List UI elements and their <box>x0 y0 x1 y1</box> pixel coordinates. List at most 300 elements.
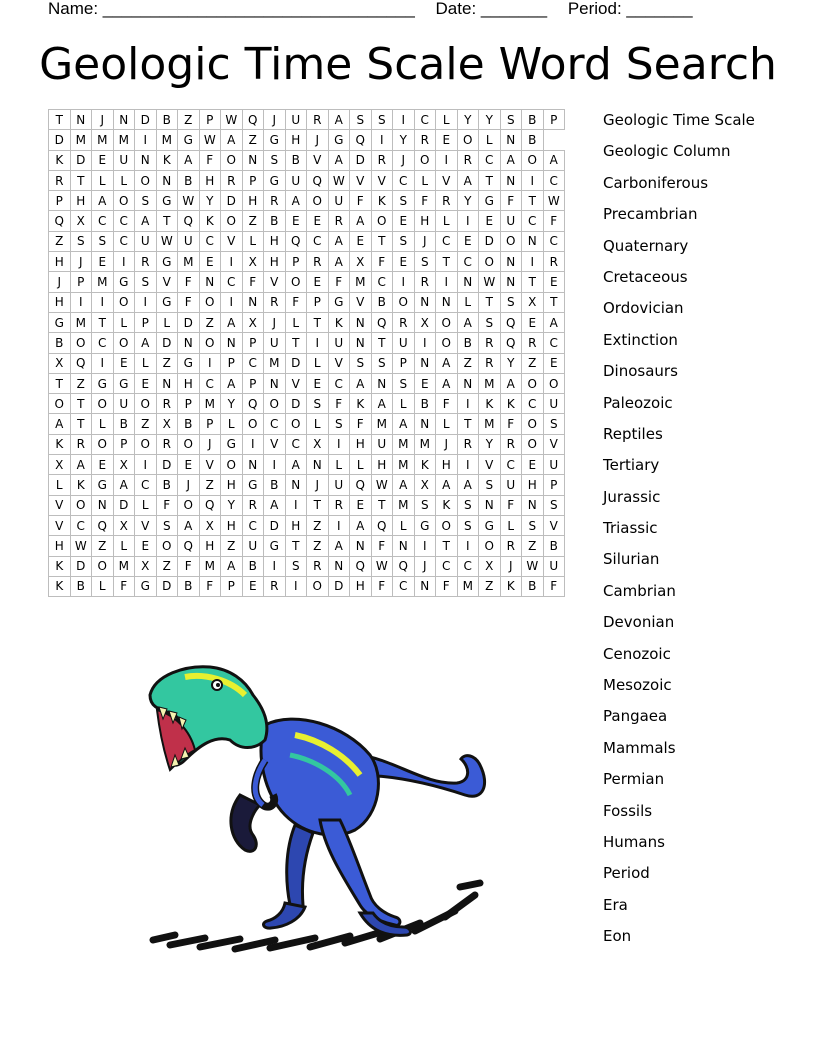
grid-cell: P <box>135 312 157 332</box>
grid-cell: S <box>457 515 479 535</box>
grid-cell: Q <box>49 211 71 231</box>
grid-cell: L <box>500 515 522 535</box>
grid-cell: R <box>264 191 286 211</box>
grid-cell: E <box>414 373 436 393</box>
grid-cell: T <box>479 292 501 312</box>
grid-cell: O <box>49 394 71 414</box>
grid-cell: C <box>70 515 92 535</box>
dino-leg-2 <box>287 825 313 911</box>
grid-cell: H <box>70 191 92 211</box>
grid-cell: A <box>457 170 479 190</box>
grid-cell: H <box>242 191 264 211</box>
grid-cell: A <box>221 312 243 332</box>
grid-cell: L <box>92 170 114 190</box>
grid-cell: H <box>264 252 286 272</box>
grid-cell: P <box>113 434 135 454</box>
grid-cell: M <box>479 373 501 393</box>
grid-cell: Q <box>350 556 372 576</box>
grid-cell: N <box>479 495 501 515</box>
grid-cell: S <box>543 414 565 434</box>
grid-cell: H <box>221 475 243 495</box>
grid-cell: Z <box>156 353 178 373</box>
grid-cell: O <box>221 211 243 231</box>
grid-cell: O <box>113 292 135 312</box>
grid-cell: P <box>307 292 329 312</box>
grid-cell: B <box>242 556 264 576</box>
grid-cell: K <box>371 191 393 211</box>
grid-cell: R <box>457 150 479 170</box>
grid-cell: M <box>371 414 393 434</box>
grid-cell: C <box>543 170 565 190</box>
grid-cell: R <box>414 130 436 150</box>
grid-cell: U <box>113 150 135 170</box>
grid-cell: Z <box>457 353 479 373</box>
grid-cell: W <box>371 475 393 495</box>
grid-cell: H <box>414 211 436 231</box>
grid-cell: A <box>436 475 458 495</box>
grid-cell: N <box>242 150 264 170</box>
grid-cell: N <box>350 312 372 332</box>
grid-cell: L <box>113 170 135 190</box>
grid-row <box>49 150 565 170</box>
grid-cell: Y <box>221 495 243 515</box>
grid-cell: A <box>49 414 71 434</box>
grid-cell: L <box>285 312 307 332</box>
grid-cell: O <box>113 191 135 211</box>
word-list-item: Cretaceous <box>603 267 688 286</box>
grid-cell: F <box>178 292 200 312</box>
ground-shadow <box>153 883 480 949</box>
grid-cell: R <box>221 170 243 190</box>
grid-cell: A <box>285 191 307 211</box>
grid-cell: E <box>457 231 479 251</box>
grid-cell: E <box>135 373 157 393</box>
grid-cell: Q <box>371 515 393 535</box>
grid-cell: M <box>264 353 286 373</box>
grid-cell: A <box>328 231 350 251</box>
grid-cell: Q <box>242 394 264 414</box>
grid-cell: S <box>135 191 157 211</box>
grid-cell: C <box>92 333 114 353</box>
grid-cell: N <box>242 292 264 312</box>
grid-cell: O <box>156 536 178 556</box>
grid-cell: H <box>49 252 71 272</box>
grid-cell: N <box>307 455 329 475</box>
grid-cell: P <box>285 252 307 272</box>
grid-cell: X <box>479 556 501 576</box>
grid-cell: O <box>70 333 92 353</box>
grid-cell: Q <box>178 536 200 556</box>
grid-cell: M <box>92 130 114 150</box>
grid-cell: H <box>264 231 286 251</box>
grid-cell: K <box>436 495 458 515</box>
grid-cell: F <box>199 576 221 596</box>
grid-row <box>49 556 565 576</box>
grid-cell: D <box>156 576 178 596</box>
grid-cell: O <box>479 252 501 272</box>
grid-cell: H <box>436 455 458 475</box>
grid-cell: A <box>221 373 243 393</box>
grid-cell: Y <box>221 394 243 414</box>
grid-cell: V <box>221 231 243 251</box>
word-list-item: Jurassic <box>603 487 661 506</box>
grid-cell: E <box>543 353 565 373</box>
grid-cell: K <box>479 394 501 414</box>
grid-cell: Z <box>221 536 243 556</box>
grid-cell: T <box>371 231 393 251</box>
grid-cell: C <box>479 150 501 170</box>
grid-cell: E <box>307 211 329 231</box>
grid-cell: T <box>479 170 501 190</box>
grid-cell: S <box>285 556 307 576</box>
grid-cell: I <box>135 455 157 475</box>
grid-cell: G <box>328 130 350 150</box>
grid-cell: O <box>70 495 92 515</box>
grid-cell: A <box>92 191 114 211</box>
grid-cell: F <box>285 292 307 312</box>
grid-cell: F <box>436 576 458 596</box>
grid-cell: R <box>328 495 350 515</box>
grid-cell: C <box>543 333 565 353</box>
grid-cell: T <box>92 312 114 332</box>
grid-cell: P <box>221 353 243 373</box>
grid-cell: R <box>307 252 329 272</box>
grid-cell: O <box>457 130 479 150</box>
grid-cell: I <box>285 576 307 596</box>
grid-cell: N <box>436 292 458 312</box>
grid-cell: T <box>436 536 458 556</box>
grid-cell: N <box>371 373 393 393</box>
grid-cell: R <box>393 312 415 332</box>
grid-cell: D <box>285 394 307 414</box>
grid-cell: K <box>350 394 372 414</box>
grid-cell: P <box>242 373 264 393</box>
name-field: Name: _________________________________ <box>48 0 415 18</box>
grid-row <box>49 272 565 292</box>
grid-cell: A <box>350 373 372 393</box>
grid-cell: R <box>156 434 178 454</box>
grid-cell: A <box>393 475 415 495</box>
grid-cell: F <box>543 211 565 231</box>
grid-cell: E <box>285 211 307 231</box>
grid-cell: Z <box>522 353 544 373</box>
grid-cell: D <box>70 556 92 576</box>
grid-cell: O <box>242 414 264 434</box>
grid-cell: U <box>328 333 350 353</box>
grid-cell: R <box>371 150 393 170</box>
grid-cell: T <box>436 252 458 272</box>
grid-cell: T <box>307 312 329 332</box>
grid-cell: M <box>113 556 135 576</box>
grid-cell: A <box>350 515 372 535</box>
grid-cell: N <box>522 495 544 515</box>
grid-cell: J <box>92 110 114 130</box>
grid-cell: X <box>49 353 71 373</box>
grid-cell: N <box>285 475 307 495</box>
grid-cell: M <box>393 434 415 454</box>
grid-cell: P <box>543 475 565 495</box>
grid-cell: O <box>264 394 286 414</box>
grid-cell: T <box>70 170 92 190</box>
word-list-item: Humans <box>603 832 665 851</box>
grid-cell: G <box>156 252 178 272</box>
grid-cell: L <box>307 353 329 373</box>
grid-cell: T <box>49 110 71 130</box>
grid-cell: O <box>436 333 458 353</box>
grid-cell: Y <box>457 191 479 211</box>
grid-cell: E <box>307 272 329 292</box>
grid-cell: C <box>113 231 135 251</box>
grid-cell: C <box>457 556 479 576</box>
grid-cell: Y <box>479 434 501 454</box>
word-list-item: Era <box>603 895 628 914</box>
grid-cell: D <box>156 333 178 353</box>
grid-cell: Q <box>307 170 329 190</box>
grid-cell: X <box>242 312 264 332</box>
grid-cell: J <box>414 556 436 576</box>
grid-cell: B <box>414 394 436 414</box>
grid-cell: N <box>242 455 264 475</box>
grid-cell: O <box>522 414 544 434</box>
grid-cell: E <box>350 495 372 515</box>
grid-cell: C <box>264 414 286 434</box>
grid-cell: N <box>156 170 178 190</box>
grid-cell: I <box>70 292 92 312</box>
grid-cell: X <box>242 252 264 272</box>
grid-cell: D <box>264 515 286 535</box>
grid-cell: G <box>328 292 350 312</box>
grid-cell: I <box>457 394 479 414</box>
grid-cell: I <box>522 252 544 272</box>
grid-cell: T <box>543 292 565 312</box>
grid-cell: G <box>479 515 501 535</box>
word-list-item: Carboniferous <box>603 173 709 192</box>
grid-cell: I <box>113 252 135 272</box>
grid-cell: B <box>371 292 393 312</box>
grid-cell: P <box>199 414 221 434</box>
grid-cell: A <box>221 556 243 576</box>
grid-cell: P <box>242 170 264 190</box>
grid-cell: A <box>436 353 458 373</box>
grid-cell: P <box>199 110 221 130</box>
grid-cell: O <box>307 191 329 211</box>
grid-cell: W <box>156 231 178 251</box>
grid-cell: O <box>135 170 157 190</box>
grid-cell: A <box>113 475 135 495</box>
grid-cell: F <box>436 394 458 414</box>
grid-cell: J <box>264 110 286 130</box>
grid-cell: Y <box>500 353 522 373</box>
grid-cell: L <box>49 475 71 495</box>
grid-cell: L <box>113 536 135 556</box>
dino-front-leg <box>320 820 400 925</box>
grid-cell: V <box>135 515 157 535</box>
grid-cell: B <box>113 414 135 434</box>
grid-cell: Y <box>457 110 479 130</box>
grid-cell: U <box>543 455 565 475</box>
grid-cell: P <box>49 191 71 211</box>
grid-cell: E <box>522 312 544 332</box>
grid-cell: I <box>199 353 221 373</box>
grid-cell: U <box>178 231 200 251</box>
grid-cell: I <box>221 292 243 312</box>
grid-cell: A <box>178 150 200 170</box>
grid-cell: I <box>92 292 114 312</box>
grid-cell: O <box>522 434 544 454</box>
grid-cell: F <box>500 191 522 211</box>
word-list <box>603 108 755 956</box>
grid-cell: W <box>328 170 350 190</box>
grid-cell: Z <box>479 576 501 596</box>
grid-cell: B <box>522 110 544 130</box>
grid-cell: V <box>543 515 565 535</box>
grid-cell: F <box>543 576 565 596</box>
grid-cell: C <box>199 231 221 251</box>
grid-cell: S <box>70 231 92 251</box>
grid-cell: E <box>242 576 264 596</box>
grid-cell: X <box>414 312 436 332</box>
grid-cell: H <box>199 170 221 190</box>
grid-cell: L <box>393 394 415 414</box>
grid-cell: A <box>135 211 157 231</box>
grid-cell: M <box>457 576 479 596</box>
grid-cell: S <box>414 495 436 515</box>
grid-cell: X <box>113 515 135 535</box>
grid-cell: B <box>264 475 286 495</box>
grid-cell: V <box>479 455 501 475</box>
grid-cell: J <box>199 434 221 454</box>
grid-cell: D <box>156 455 178 475</box>
word-list-item: Pangaea <box>603 707 668 726</box>
grid-cell: X <box>414 475 436 495</box>
grid-cell: G <box>135 576 157 596</box>
grid-cell: Y <box>479 110 501 130</box>
grid-cell: K <box>49 576 71 596</box>
grid-cell: F <box>371 252 393 272</box>
grid-cell: N <box>414 353 436 373</box>
grid-cell: T <box>156 211 178 231</box>
grid-cell: W <box>178 191 200 211</box>
grid-cell: F <box>371 536 393 556</box>
grid-cell: G <box>92 373 114 393</box>
grid-row <box>49 110 565 130</box>
grid-row <box>49 191 565 211</box>
grid-cell: V <box>285 373 307 393</box>
grid-cell: B <box>156 110 178 130</box>
grid-cell: N <box>414 576 436 596</box>
grid-cell: F <box>328 394 350 414</box>
grid-cell: E <box>522 455 544 475</box>
grid-cell: D <box>285 353 307 373</box>
grid-cell: S <box>393 191 415 211</box>
grid-cell: R <box>543 252 565 272</box>
grid-cell: N <box>457 373 479 393</box>
grid-cell: U <box>543 394 565 414</box>
dino-body <box>261 719 378 835</box>
grid-cell: Z <box>307 515 329 535</box>
grid-cell: V <box>199 455 221 475</box>
grid-cell: U <box>500 475 522 495</box>
grid-cell: M <box>178 252 200 272</box>
grid-cell: O <box>178 495 200 515</box>
grid-cell: N <box>113 110 135 130</box>
word-list-item: Period <box>603 864 650 883</box>
grid-cell: M <box>393 495 415 515</box>
grid-cell: J <box>264 312 286 332</box>
grid-cell: P <box>221 576 243 596</box>
grid-cell: E <box>199 252 221 272</box>
grid-cell: H <box>221 515 243 535</box>
grid-cell: S <box>393 231 415 251</box>
grid-cell: A <box>457 312 479 332</box>
grid-cell: N <box>350 333 372 353</box>
grid-cell: Z <box>242 130 264 150</box>
grid-cell: S <box>500 292 522 312</box>
grid-cell: O <box>199 333 221 353</box>
grid-cell: V <box>156 272 178 292</box>
word-list-item: Eon <box>603 927 632 946</box>
grid-cell: S <box>135 272 157 292</box>
grid-cell: F <box>414 191 436 211</box>
grid-cell: C <box>92 211 114 231</box>
grid-cell: A <box>328 536 350 556</box>
grid-cell: F <box>350 414 372 434</box>
grid-cell: D <box>350 150 372 170</box>
grid-row <box>49 434 565 454</box>
grid-cell: Q <box>199 495 221 515</box>
grid-cell: E <box>92 150 114 170</box>
grid-cell: Y <box>393 130 415 150</box>
grid-cell: Z <box>135 414 157 434</box>
grid-cell: G <box>178 353 200 373</box>
grid-cell: A <box>264 495 286 515</box>
grid-cell: S <box>479 312 501 332</box>
grid-cell: Q <box>70 353 92 373</box>
grid-cell: N <box>522 231 544 251</box>
grid-cell: B <box>522 130 544 150</box>
grid-cell: R <box>135 252 157 272</box>
grid-cell: A <box>500 150 522 170</box>
grid-cell: R <box>500 536 522 556</box>
grid-cell: D <box>178 312 200 332</box>
grid-cell: B <box>285 150 307 170</box>
grid-cell: R <box>479 353 501 373</box>
word-list-item: Permian <box>603 770 665 789</box>
grid-cell: C <box>199 373 221 393</box>
grid-cell: F <box>350 191 372 211</box>
grid-cell: C <box>393 576 415 596</box>
grid-cell: D <box>328 576 350 596</box>
grid-cell: U <box>242 536 264 556</box>
grid-cell: O <box>393 292 415 312</box>
grid-cell: R <box>70 434 92 454</box>
grid-cell: R <box>414 272 436 292</box>
grid-cell: S <box>92 231 114 251</box>
grid-cell: L <box>436 414 458 434</box>
header-line <box>48 0 768 20</box>
grid-cell: G <box>221 434 243 454</box>
grid-cell: O <box>92 434 114 454</box>
grid-cell: O <box>285 414 307 434</box>
grid-cell: F <box>178 556 200 576</box>
grid-cell: R <box>328 211 350 231</box>
dinosaur-illustration <box>145 655 495 955</box>
word-list-item: Extinction <box>603 330 678 349</box>
grid-cell: C <box>522 211 544 231</box>
grid-cell: X <box>199 515 221 535</box>
grid-cell: H <box>350 434 372 454</box>
grid-row <box>49 333 565 353</box>
